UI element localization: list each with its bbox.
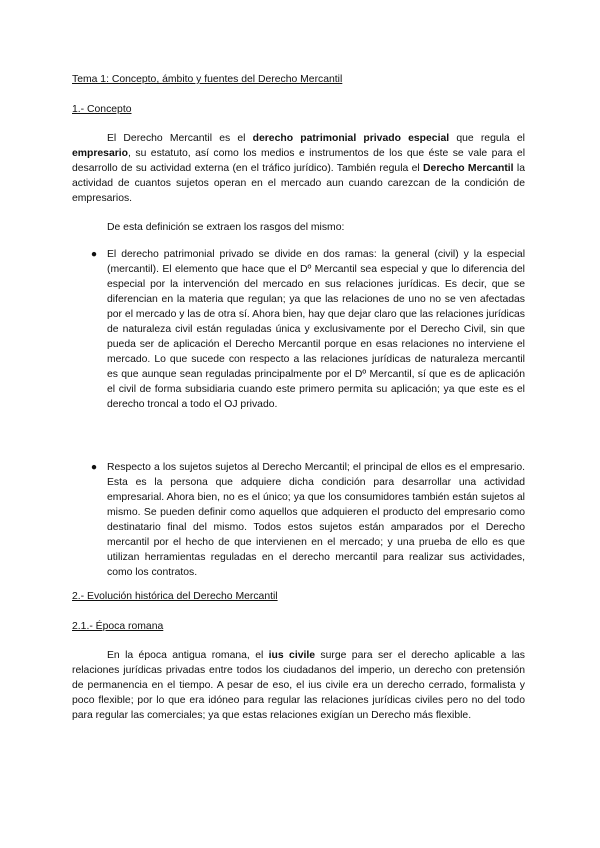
paragraph-definition	[72, 131, 525, 206]
text-run: En la época antigua romana, el	[107, 650, 269, 661]
bold-term: derecho patrimonial privado especial	[252, 133, 450, 144]
text-run: la actividad de cuantos sujetos operan en el mercado aun cuando carezcan de la condición de empresarios.	[72, 163, 525, 204]
paragraph-intro-rasgos: De esta definición se extraen los rasgos del mismo:	[107, 222, 345, 233]
list-item-text: Respecto a los sujetos sujetos al Derecho Mercantil; el principal de ellos es el empresario. Esta es la persona que adquiere dicha condición para desarrollar una actividad empresarial. Ahora bien, no es el único; ya que los consumidores también están sujetos al mismo. Se pueden definir como aquellos que adquieren el producto del empresario como destinatario final del mismo. Todos estos sujetos están amparados por el Derecho mercantil por el hecho de que intervienen en el mercado; y una prueba de ello es que utilizan herramientas reguladas en el derecho mercantil para realizar sus actividades, como los contratos.	[107, 462, 525, 578]
subsection-heading-epoca-romana: 2.1.- Época romana	[72, 621, 164, 632]
list-item-text: El derecho patrimonial privado se divide en dos ramas: la general (civil) y la especial (mercantil). El elemento que hace que el Dº Mercantil sea especial y que lo diferencia del especial por la intervención del mercado en sus relaciones jurídicas. Es decir, que se diferencian en la materia que regulan; ya que las relaciones de uno no se ven afectadas por el mercado y las de otra sí. Ahora bien, hay que dejar claro que las relaciones jurídicas de naturaleza civil están reguladas única y exclusivamente por el Derecho Civil, sin que pueda ser de aplicación el Derecho Mercantil porque en esas relaciones no interviene el mercado. Lo que sucede con respecto a las relaciones jurídicas de naturaleza mercantil es que aunque sean reguladas principalmente por el Dº Mercantil, sí que es de aplicación el civil de forma subsidiaria cuando este primero permita su aplicación; ya que este es el derecho troncal a todo el OJ privado.	[107, 249, 525, 410]
text-run: , su estatuto, así como los medios e instrumentos de los que éste se vale para el desarrollo de su actividad externa (en el tráfico jurídico). También regula el	[72, 148, 525, 174]
text-run: surge para ser el derecho aplicable a las relaciones jurídicas privadas entre todos los ciudadanos del imperio, un derecho con pretensión de permanencia en el tiempo. A pesar de eso, el ius civile era un derecho cerrado, formalista y poco flexible; por lo que era idóneo para regular las relaciones jurídicas civiles pero no del todo para regular las comerciales; ya que estas relaciones exigían un Derecho más flexible.	[72, 650, 525, 721]
list-item	[90, 460, 525, 580]
section-heading-concepto: 1.- Concepto	[72, 104, 132, 115]
list-item	[90, 247, 525, 412]
bullet-icon: ●	[90, 249, 98, 260]
document-title: Tema 1: Concepto, ámbito y fuentes del Derecho Mercantil	[72, 74, 343, 85]
bold-term: ius civile	[268, 650, 316, 661]
bullet-icon: ●	[90, 462, 98, 473]
section-heading-evolucion: 2.- Evolución histórica del Derecho Mercantil	[72, 591, 278, 602]
text-run: El Derecho Mercantil es el	[107, 133, 253, 144]
paragraph-epoca-romana	[72, 648, 525, 723]
bold-term: empresario	[72, 148, 129, 159]
text-run: que regula el	[449, 133, 525, 144]
bold-term: Derecho Mercantil	[423, 163, 514, 174]
